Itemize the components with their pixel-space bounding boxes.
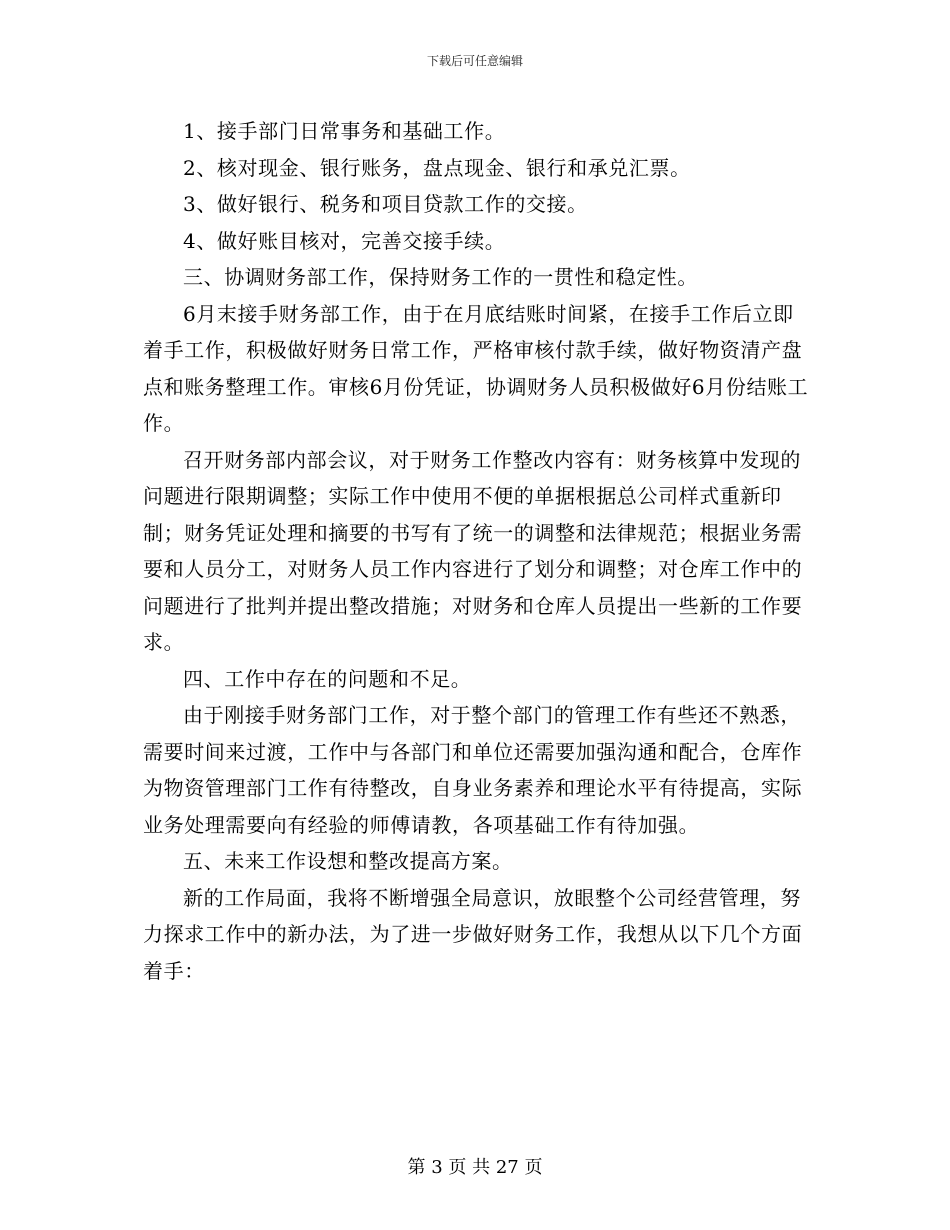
section-heading-3: 三、协调财务部工作，保持财务工作的一贯性和稳定性。	[183, 265, 698, 289]
body-paragraph: 召开财务部内部会议，对于财务工作整改内容有：财务核算中发现的问题进行限期调整；实际工作中使用不便的单据根据总公司样式重新印制；财务凭证处理和摘要的书写有了统一的调整和法律规范；根据业务需要和人员分工，对财务人员工作内容进行了划分和调整；对仓库工作中的问题进行了批判并提出整改措施；对财务和仓库人员提出一些新的工作要求。	[143, 447, 803, 654]
list-item-2: 2、核对现金、银行账务，盘点现金、银行和承兑汇票。	[183, 155, 691, 180]
body-paragraph: 由于刚接手财务部门工作，对于整个部门的管理工作有些还不熟悉，需要时间来过渡，工作中与各部门和单位还需要加强沟通和配合，仓库作为物资管理部门工作有待整改，自身业务素养和理论水平有待提高，实际业务处理需要向有经验的师傅请教，各项基础工作有待加强。	[143, 703, 803, 837]
body-paragraph: 新的工作局面，我将不断增强全局意识，放眼整个公司经营管理，努力探求工作中的新办法，为了进一步做好财务工作，我想从以下几个方面着手：	[143, 885, 803, 983]
list-item-3: 3、做好银行、税务和项目贷款工作的交接。	[183, 192, 588, 216]
list-item-1: 1、接手部门日常事务和基础工作。	[183, 119, 506, 143]
document-body	[143, 113, 813, 989]
page-number: 第 3 页 共 27 页	[407, 1157, 543, 1178]
body-paragraph: 6月末接手财务部工作，由于在月底结账时间紧，在接手工作后立即着手工作，积极做好财务日常工作，严格审核付款手续，做好物资清产盘点和账务整理工作。审核6月份凭证，协调财务人员积极做好6月份结账工作。	[143, 301, 809, 435]
page-footer	[0, 1153, 950, 1179]
section-heading-5: 五、未来工作设想和整改提高方案。	[183, 849, 513, 873]
section-heading-4: 四、工作中存在的问题和不足。	[183, 666, 472, 691]
list-item-4: 4、做好账目核对，完善交接手续。	[183, 228, 506, 253]
page-header: 下载后可任意编辑	[426, 54, 523, 68]
